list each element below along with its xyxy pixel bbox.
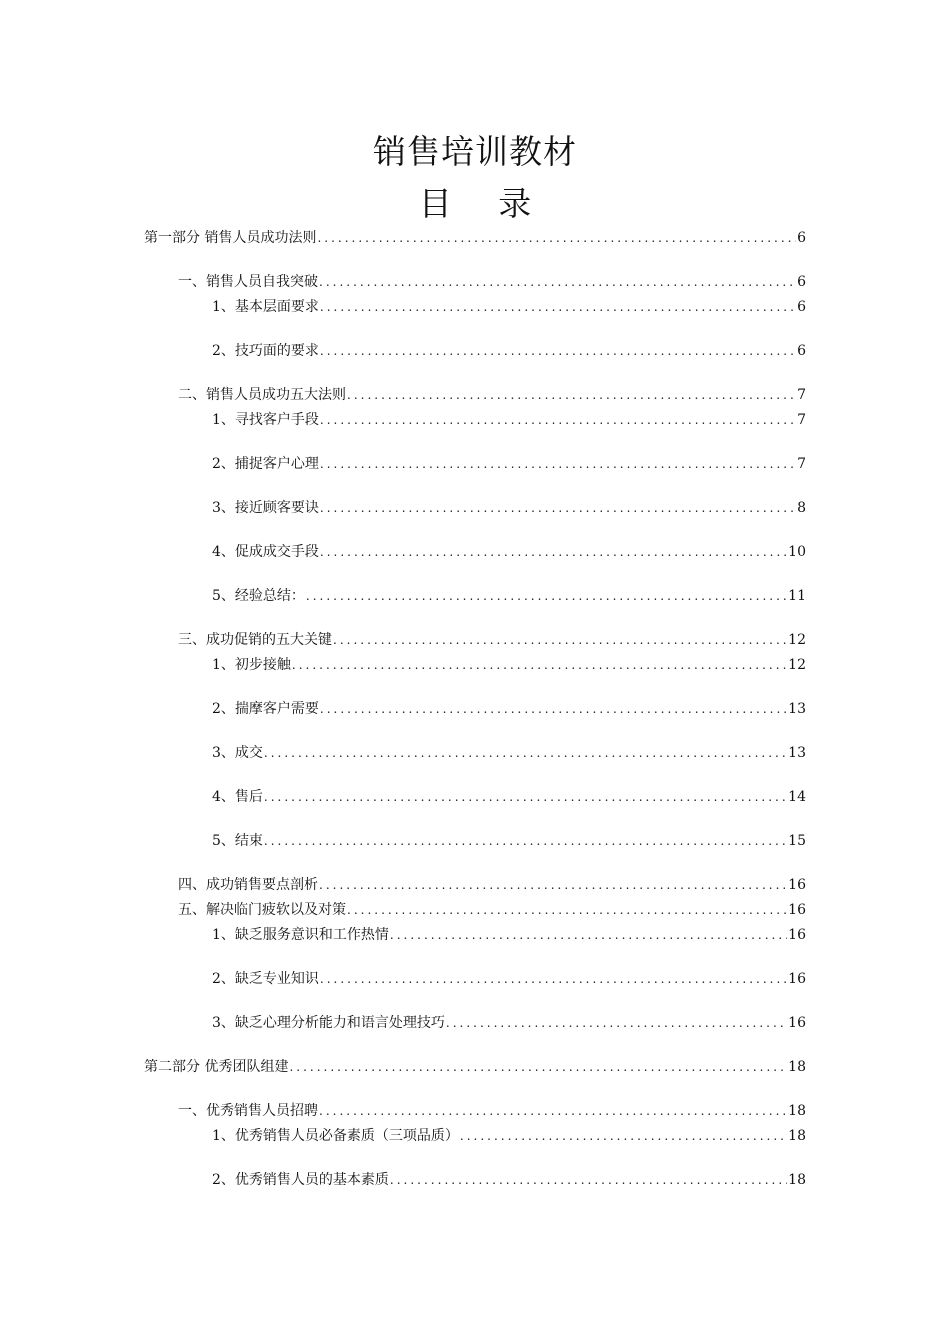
toc-subsection-entry[interactable] bbox=[212, 1170, 806, 1190]
toc-entry-label: 5、经验总结： bbox=[212, 588, 305, 604]
toc-entry-page: 16 bbox=[788, 902, 806, 918]
toc-subsection-entry[interactable] bbox=[212, 787, 806, 807]
toc-entry-label: 2、优秀销售人员的基本素质 bbox=[212, 1172, 389, 1188]
toc-leader-dots bbox=[320, 341, 796, 361]
toc-entry-page: 8 bbox=[797, 500, 806, 516]
toc-entry-page: 6 bbox=[797, 274, 806, 290]
toc-subsection-entry[interactable] bbox=[212, 1126, 806, 1146]
toc-entry-label: 第一部分 销售人员成功法则 bbox=[144, 230, 317, 246]
toc-leader-dots bbox=[320, 699, 787, 719]
toc-entry-page: 11 bbox=[788, 588, 806, 604]
toc-subsection-entry[interactable] bbox=[212, 655, 806, 675]
toc-section-entry[interactable] bbox=[178, 900, 806, 920]
toc-entry-page: 12 bbox=[788, 632, 806, 648]
toc-subsection-entry[interactable] bbox=[212, 410, 806, 430]
toc-entry-label: 3、成交 bbox=[212, 745, 263, 761]
toc-leader-dots bbox=[320, 410, 796, 430]
toc-subsection-entry[interactable] bbox=[212, 454, 806, 474]
toc-entry-label: 2、揣摩客户需要 bbox=[212, 701, 319, 717]
toc-entry-page: 7 bbox=[797, 456, 806, 472]
toc-subsection-entry[interactable] bbox=[212, 542, 806, 562]
toc-entry-page: 16 bbox=[788, 877, 806, 893]
toc-entry-page: 13 bbox=[788, 701, 806, 717]
toc-leader-dots bbox=[320, 498, 796, 518]
toc-subsection-entry[interactable] bbox=[212, 969, 806, 989]
toc-leader-dots bbox=[320, 542, 787, 562]
toc-entry-page: 18 bbox=[788, 1172, 806, 1188]
toc-leader-dots bbox=[264, 787, 787, 807]
toc-entry-label: 3、接近顾客要诀 bbox=[212, 500, 319, 516]
toc-subsection-entry[interactable] bbox=[212, 743, 806, 763]
toc-entry-label: 二、销售人员成功五大法则 bbox=[178, 387, 346, 403]
toc-leader-dots bbox=[390, 1170, 787, 1190]
toc-subsection-entry[interactable] bbox=[212, 586, 806, 606]
toc-entry-label: 一、优秀销售人员招聘 bbox=[178, 1103, 318, 1119]
toc-leader-dots bbox=[390, 925, 787, 945]
toc-section-entry[interactable] bbox=[178, 272, 806, 292]
toc-entry-label: 1、基本层面要求 bbox=[212, 299, 319, 315]
toc-section-entry[interactable] bbox=[178, 630, 806, 650]
toc-part-entry[interactable] bbox=[144, 1057, 806, 1077]
toc-entry-label: 一、销售人员自我突破 bbox=[178, 274, 318, 290]
toc-leader-dots bbox=[264, 831, 787, 851]
toc-section-entry[interactable] bbox=[178, 1101, 806, 1121]
toc-leader-dots bbox=[306, 586, 787, 606]
toc-entry-page: 16 bbox=[788, 927, 806, 943]
toc-entry-label: 1、优秀销售人员必备素质（三项品质） bbox=[212, 1128, 459, 1144]
toc-leader-dots bbox=[292, 655, 787, 675]
toc-subsection-entry[interactable] bbox=[212, 831, 806, 851]
toc-leader-dots bbox=[289, 1057, 787, 1077]
document-title: 销售培训教材 bbox=[373, 132, 577, 171]
toc-leader-dots bbox=[347, 385, 796, 405]
toc-entry-label: 4、促成成交手段 bbox=[212, 544, 319, 560]
toc-leader-dots bbox=[333, 630, 787, 650]
toc-subsection-entry[interactable] bbox=[212, 1013, 806, 1033]
toc-section-entry[interactable] bbox=[178, 385, 806, 405]
toc-entry-page: 6 bbox=[797, 343, 806, 359]
toc-entry-label: 3、缺乏心理分析能力和语言处理技巧 bbox=[212, 1015, 445, 1031]
toc-leader-dots bbox=[320, 297, 796, 317]
toc-entry-page: 7 bbox=[797, 387, 806, 403]
toc-entry-page: 10 bbox=[788, 544, 806, 560]
toc-entry-page: 7 bbox=[797, 412, 806, 428]
toc-entry-page: 12 bbox=[788, 657, 806, 673]
toc-entry-page: 18 bbox=[788, 1103, 806, 1119]
toc-entry-page: 18 bbox=[788, 1059, 806, 1075]
toc-entry-page: 6 bbox=[797, 230, 806, 246]
toc-entry-page: 15 bbox=[788, 833, 806, 849]
toc-entry-page: 14 bbox=[788, 789, 806, 805]
toc-entry-label: 4、售后 bbox=[212, 789, 263, 805]
toc-entry-label: 1、寻找客户手段 bbox=[212, 412, 319, 428]
toc-subsection-entry[interactable] bbox=[212, 498, 806, 518]
toc-entry-label: 2、捕捉客户心理 bbox=[212, 456, 319, 472]
toc-leader-dots bbox=[460, 1126, 787, 1146]
toc-entry-page: 16 bbox=[788, 971, 806, 987]
toc-leader-dots bbox=[320, 969, 787, 989]
toc-entry-label: 2、缺乏专业知识 bbox=[212, 971, 319, 987]
toc-section-entry[interactable] bbox=[178, 875, 806, 895]
toc-part-entry[interactable] bbox=[144, 228, 806, 248]
toc-entry-page: 16 bbox=[788, 1015, 806, 1031]
toc-subsection-entry[interactable] bbox=[212, 925, 806, 945]
toc-entry-label: 1、缺乏服务意识和工作热情 bbox=[212, 927, 389, 943]
toc-entry-label: 5、结束 bbox=[212, 833, 263, 849]
toc-subsection-entry[interactable] bbox=[212, 297, 806, 317]
toc-leader-dots bbox=[347, 900, 787, 920]
toc-entry-page: 18 bbox=[788, 1128, 806, 1144]
toc-entry-label: 三、成功促销的五大关键 bbox=[178, 632, 332, 648]
toc-subsection-entry[interactable] bbox=[212, 341, 806, 361]
toc-leader-dots bbox=[446, 1013, 787, 1033]
toc-entry-label: 2、技巧面的要求 bbox=[212, 343, 319, 359]
toc-leader-dots bbox=[264, 743, 787, 763]
toc-subsection-entry[interactable] bbox=[212, 699, 806, 719]
toc-leader-dots bbox=[317, 228, 796, 248]
toc-leader-dots bbox=[320, 454, 796, 474]
toc-heading: 目 录 bbox=[418, 184, 550, 223]
toc-entry-page: 13 bbox=[788, 745, 806, 761]
toc-leader-dots bbox=[319, 272, 796, 292]
toc-entry-label: 第二部分 优秀团队组建 bbox=[144, 1059, 289, 1075]
toc-entry-page: 6 bbox=[797, 299, 806, 315]
toc-entry-label: 四、成功销售要点剖析 bbox=[178, 877, 318, 893]
toc-entry-label: 1、初步接触 bbox=[212, 657, 291, 673]
toc-leader-dots bbox=[319, 875, 787, 895]
toc-entry-label: 五、解决临门疲软以及对策 bbox=[178, 902, 346, 918]
toc-leader-dots bbox=[319, 1101, 787, 1121]
